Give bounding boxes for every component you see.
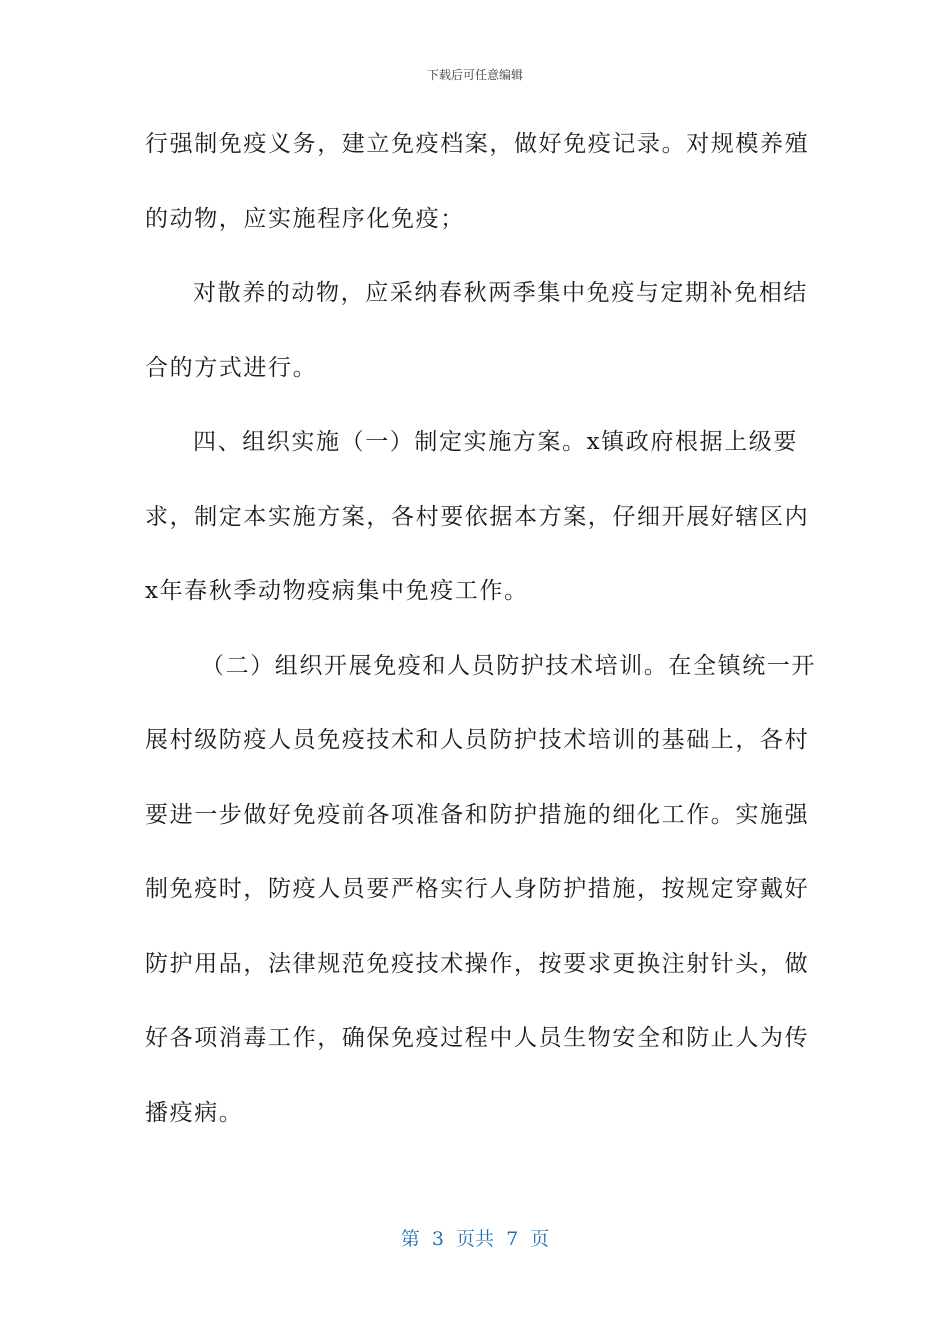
text-line: 要进一步做好免疫前各项准备和防护措施的细化工作。实施强: [145, 801, 810, 828]
text-line: 行强制免疫义务，建立免疫档案，做好免疫记录。对规模养殖: [145, 131, 810, 157]
text-line: （二）组织开展免疫和人员防护技术培训。在全镇统一开: [201, 652, 816, 679]
text-line: 合的方式进行。: [145, 354, 318, 381]
page-number: 第 3 页共 7 页: [400, 1228, 550, 1250]
text-line: 制免疫时，防疫人员要严格实行人身防护措施，按规定穿戴好: [145, 876, 810, 902]
document-body: [145, 118, 816, 1161]
text-line: 的动物，应实施程序化免疫；: [145, 205, 465, 232]
text-line: x年春秋季动物疫病集中免疫工作。: [145, 578, 529, 604]
text-line: 防护用品，法律规范免疫技术操作，按要求更换注射针头，做: [145, 950, 810, 977]
text-line: 对散养的动物，应采纳春秋两季集中免疫与定期补免相结: [193, 280, 808, 306]
header-note: 下载后可任意编辑: [426, 68, 523, 82]
text-line: 求，制定本实施方案，各村要依据本方案，仔细开展好辖区内: [145, 503, 810, 530]
text-line: 好各项消毒工作，确保免疫过程中人员生物安全和防止人为传: [145, 1025, 810, 1051]
text-line: 播疫病。: [145, 1099, 244, 1126]
text-line: 四、组织实施（一）制定实施方案。x镇政府根据上级要: [193, 429, 798, 455]
text-line: 展村级防疫人员免疫技术和人员防护技术培训的基础上，各村: [145, 727, 810, 753]
